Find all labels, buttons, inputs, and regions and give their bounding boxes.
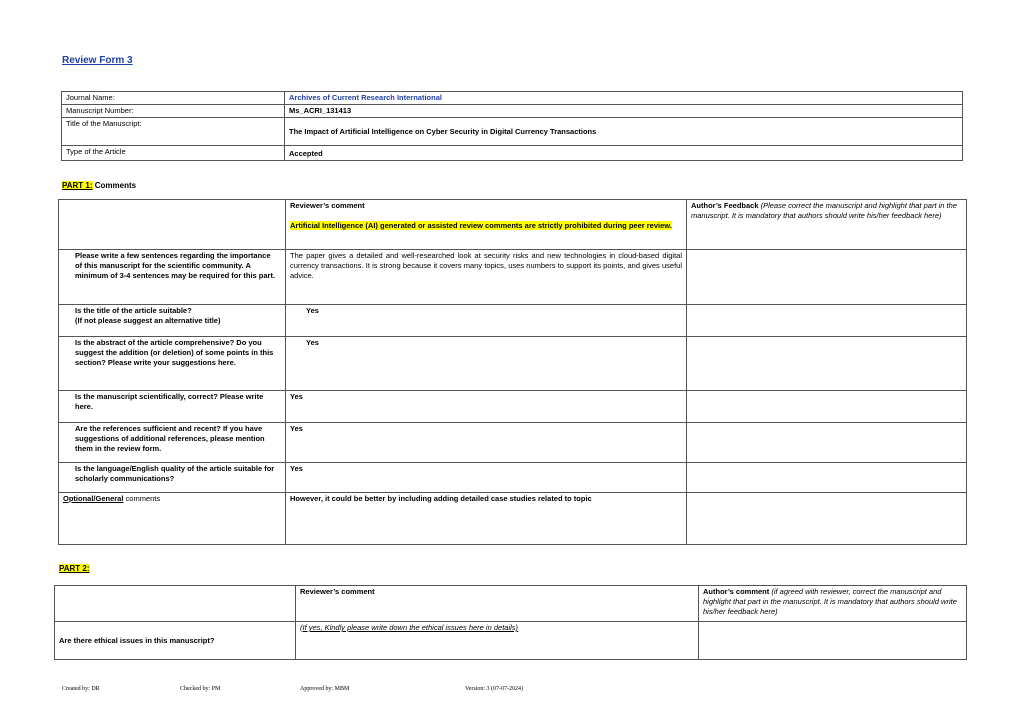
part1-heading xyxy=(62,181,136,190)
part1-heading-suffix: Comments xyxy=(92,181,137,190)
author-comment-instructions: (if agreed with reviewer, correct the manuscript and highlight that part in the manuscript. It is mandatory that authors should write his/her feedback here) xyxy=(703,587,957,616)
journal-name-label: Journal Name: xyxy=(62,92,285,105)
part2-heading-label: PART 2: xyxy=(59,564,90,573)
form-title: Review Form 3 xyxy=(62,55,133,66)
question-importance: Please write a few sentences regarding the importance of this manuscript for the scientific community. A minimum of 3-4 sentences may be required for this part. xyxy=(59,250,286,305)
author-feedback-instructions: (Please correct the manuscript and highlight that part in the manuscript. It is mandatory that authors should write his/her feedback here) xyxy=(691,201,957,220)
journal-name-value: Archives of Current Research International xyxy=(285,92,963,105)
optional-comments-suffix: comments xyxy=(123,494,161,503)
question-title: Is the title of the article suitable? (If not please suggest an alternative title) xyxy=(59,305,286,337)
answer-abstract: Yes xyxy=(286,337,687,391)
part2-author-header xyxy=(699,586,967,622)
part1-corner-cell xyxy=(59,200,286,250)
author-feedback-title[interactable] xyxy=(687,305,967,337)
answer-references: Yes xyxy=(286,423,687,463)
question-references: Are the references sufficient and recent? If you have suggestions of additional references, please mention them in the review form. xyxy=(59,423,286,463)
question-language: Is the language/English quality of the article suitable for scholarly communications? xyxy=(59,463,286,493)
reviewer-comment-header: Reviewer’s comment xyxy=(290,201,365,210)
question-scientific: Is the manuscript scientifically, correct? Please write here. xyxy=(59,391,286,423)
author-feedback-language[interactable] xyxy=(687,463,967,493)
author-feedback-scientific[interactable] xyxy=(687,391,967,423)
optional-comments-answer: However, it could be better by including adding detailed case studies related to topic xyxy=(286,493,687,545)
author-comment-header: Author’s comment xyxy=(703,587,770,596)
answer-language: Yes xyxy=(286,463,687,493)
author-feedback-references[interactable] xyxy=(687,423,967,463)
author-feedback-optional[interactable] xyxy=(687,493,967,545)
manuscript-title-label: Title of the Manuscript: xyxy=(62,118,285,146)
author-comment-ethical[interactable] xyxy=(699,622,967,660)
answer-title: Yes xyxy=(286,305,687,337)
author-feedback-header: Author’s Feedback xyxy=(691,201,759,210)
part1-heading-label: PART 1: xyxy=(62,181,93,190)
answer-ethical-hint: (If yes, Kindly please write down the ethical issues here in details) xyxy=(296,622,699,660)
part1-table xyxy=(58,199,967,545)
part2-table xyxy=(54,585,967,660)
optional-general-label: Optional/General xyxy=(63,494,124,503)
answer-scientific: Yes xyxy=(286,391,687,423)
manuscript-info-table xyxy=(61,91,963,161)
question-ethical: Are there ethical issues in this manuscript? xyxy=(55,622,296,660)
footer-version: Version: 3 (07-07-2024) xyxy=(465,686,523,692)
question-abstract: Is the abstract of the article comprehensive? Do you suggest the addition (or deletion) of some points in this section? Please write your suggestions here. xyxy=(59,337,286,391)
manuscript-title-value: The Impact of Artificial Intelligence on Cyber Security in Digital Currency Transactions xyxy=(285,118,963,146)
part1-reviewer-header xyxy=(286,200,687,250)
footer-checked-by: Checked by: PM xyxy=(180,686,221,692)
author-feedback-importance[interactable] xyxy=(687,250,967,305)
footer-approved-by: Approved by: MBM xyxy=(300,686,350,692)
manuscript-number-value: Ms_ACRI_131413 xyxy=(285,105,963,118)
manuscript-number-label: Manuscript Number: xyxy=(62,105,285,118)
footer-created-by: Created by: DR xyxy=(62,686,100,692)
author-feedback-abstract[interactable] xyxy=(687,337,967,391)
part2-corner-cell xyxy=(55,586,296,622)
article-type-label: Type of the Article xyxy=(62,146,285,161)
part1-author-header xyxy=(687,200,967,250)
part2-reviewer-header: Reviewer’s comment xyxy=(296,586,699,622)
answer-importance: The paper gives a detailed and well-researched look at security risks and new technologies in cloud-based digital currency transactions. It is strong because it covers many topics, uses numbers to support its points, and gives useful advice. xyxy=(286,250,687,305)
optional-comments-label xyxy=(59,493,286,545)
part2-heading xyxy=(59,564,90,573)
ai-warning: Artificial Intelligence (AI) generated or assisted review comments are strictly prohibited during peer review. xyxy=(290,220,672,230)
article-type-value: Accepted xyxy=(285,146,963,161)
